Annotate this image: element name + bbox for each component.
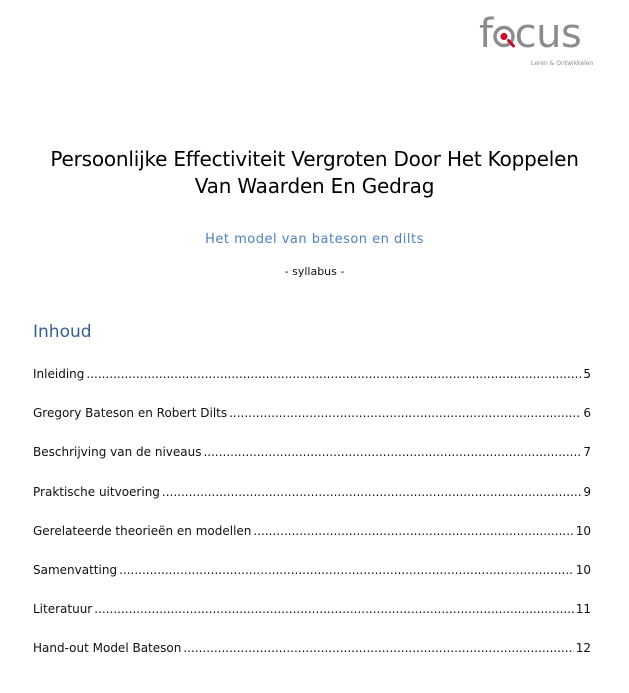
logo-o-icon — [493, 17, 515, 47]
toc-entry-label: Inleiding — [33, 367, 85, 381]
logo-wordmark — [479, 12, 581, 56]
title-line-1: Persoonlijke Effectiviteit Vergroten Door Het Koppelen — [50, 147, 579, 171]
target-o-icon — [493, 18, 515, 48]
toc-entry-label: Samenvatting — [33, 562, 118, 577]
toc-dot-leader — [86, 367, 581, 381]
toc-entry[interactable] — [33, 406, 591, 445]
document-title — [20, 146, 609, 200]
toc-entry-label: Beschrijving van de niveaus — [33, 445, 202, 460]
toc-entry-page: 12 — [575, 641, 591, 656]
toc-dot-leader — [119, 563, 574, 577]
toc-dot-leader — [162, 485, 581, 499]
toc-dot-leader — [253, 524, 573, 538]
toc-entry-label: Praktische uitvoering — [33, 484, 160, 499]
toc-entry-page: 11 — [575, 602, 591, 617]
toc-entry-page: 5 — [583, 367, 591, 381]
toc-entry[interactable] — [33, 602, 591, 641]
toc-entry-page: 6 — [583, 406, 591, 421]
toc-entry[interactable] — [33, 641, 591, 680]
toc-entry-label: Hand-out Model Bateson — [33, 641, 182, 656]
toc-dot-leader — [229, 406, 581, 420]
document-type-tag: - syllabus - — [284, 265, 345, 278]
toc-entry-label: Gerelateerde theorieën en modellen — [33, 523, 252, 538]
logo-suffix: cus — [514, 11, 582, 57]
toc-entry-label: Gregory Bateson en Robert Dilts — [33, 406, 228, 421]
logo-prefix: f — [479, 11, 493, 57]
logo-tagline: Leren & Ontwikkelen — [531, 60, 594, 67]
title-line-2: Van Waarden En Gedrag — [194, 174, 435, 198]
toc-entry-page: 7 — [583, 445, 591, 460]
table-of-contents — [33, 367, 591, 681]
document-subtitle: Het model van bateson en dilts — [205, 232, 424, 247]
toc-entry[interactable] — [33, 524, 591, 563]
toc-heading: Inhoud — [33, 322, 92, 342]
toc-entry-label: Literatuur — [33, 602, 93, 617]
toc-dot-leader — [183, 641, 573, 655]
focus-logo — [479, 11, 594, 72]
toc-entry-page: 10 — [575, 562, 591, 577]
toc-entry[interactable] — [33, 367, 591, 406]
toc-dot-leader — [94, 602, 573, 616]
toc-entry[interactable] — [33, 563, 591, 602]
toc-entry[interactable] — [33, 485, 591, 524]
toc-entry-page: 10 — [575, 523, 591, 538]
toc-entry-page: 9 — [583, 484, 591, 499]
toc-dot-leader — [203, 445, 581, 459]
toc-entry[interactable] — [33, 445, 591, 484]
